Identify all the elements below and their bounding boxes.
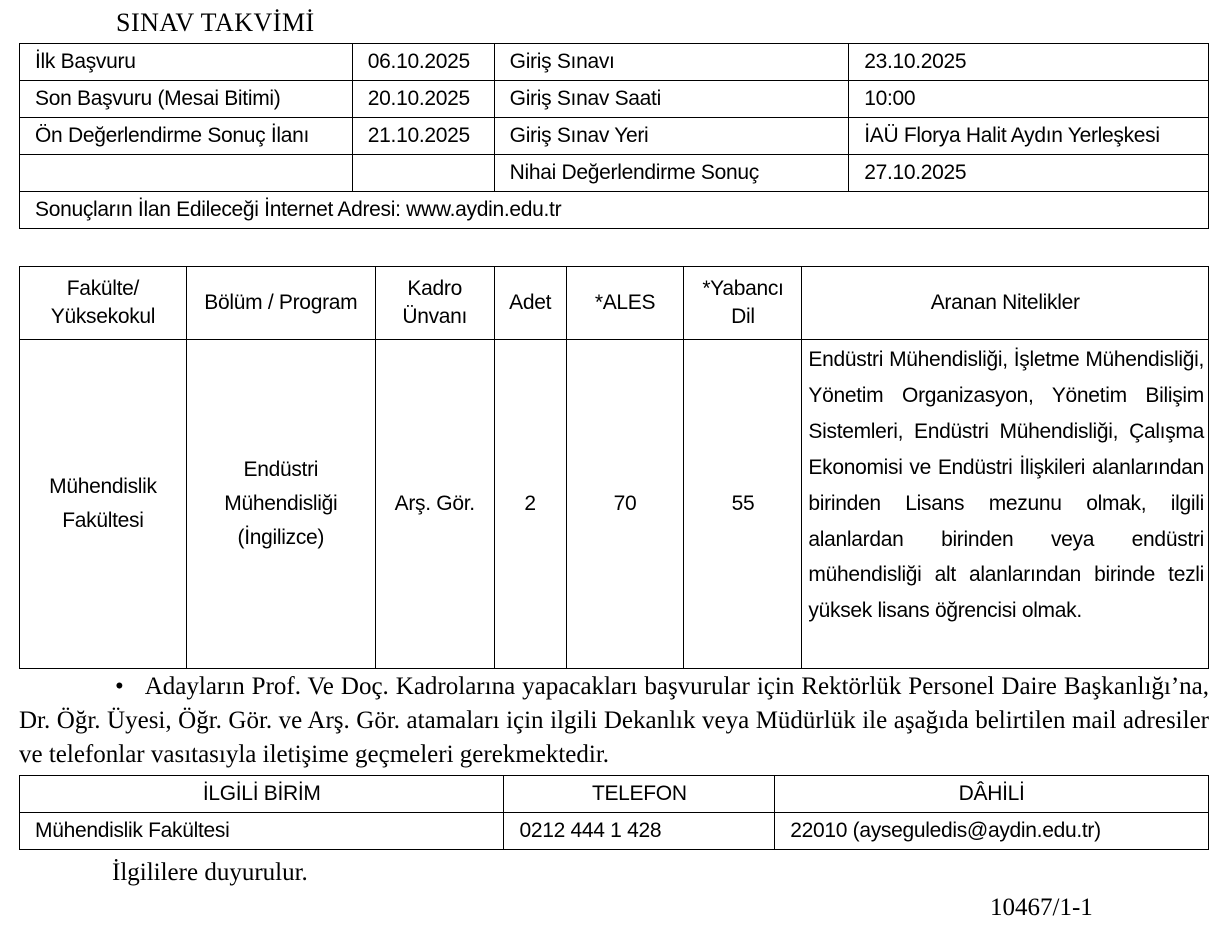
results-website-note: Sonuçların İlan Edileceği İnternet Adresi: www.aydin.edu.tr [20,192,1209,229]
table-row [20,340,1209,669]
table-row [20,118,1209,155]
schedule-date: 27.10.2025 [849,155,1209,192]
schedule-label: Giriş Sınav Saati [494,81,849,118]
language-cell: 55 [684,340,802,669]
schedule-date: 20.10.2025 [352,81,494,118]
program-cell [186,340,375,669]
unit-header: İLGİLİ BİRİM [20,776,504,813]
position-title-header-line: Ünvanı [402,305,468,328]
schedule-label: Son Başvuru (Mesai Bitimi) [20,81,353,118]
reference-number: 10467/1-1 [990,894,1093,921]
program-line: Mühendisliği [224,492,338,515]
schedule-empty-cell [352,155,494,192]
unit-cell: Mühendislik Fakültesi [20,813,504,850]
contacts-table [19,775,1209,850]
position-title-cell: Arş. Gör. [375,340,494,669]
requirements-text: Endüstri Mühendisliği, İşletme Mühendisliği, Yönetim Organizasyon, Yönetim Bilişim Sistemleri, Endüstri Mühendisliği, Çalışma Ekonomisi ve Endüstri İlişkileri alanlarından birinden Lisans mezunu olmak, ilgili alanlardan birinden veya endüstri mühendisliği alt alanlarından birinde tezli yüksek lisans öğrencisi olmak. [808,348,1204,623]
page-title: SINAV TAKVİMİ [116,8,315,37]
faculty-cell [20,340,187,669]
schedule-label: Giriş Sınav Yeri [494,118,849,155]
schedule-label: Ön Değerlendirme Sonuç İlanı [20,118,353,155]
schedule-label: İlk Başvuru [20,44,353,81]
schedule-label: Giriş Sınavı [494,44,849,81]
schedule-location: İAÜ Florya Halit Aydın Yerleşkesi [849,118,1209,155]
position-title-header-line: Kadro [407,277,462,300]
bullet: • [115,673,124,700]
schedule-empty-cell [20,155,353,192]
program-header: Bölüm / Program [186,267,375,340]
language-header-line: Dil [731,305,755,328]
table-row [20,81,1209,118]
schedule-date: 23.10.2025 [849,44,1209,81]
closing-note: İlgililere duyurulur. [112,859,308,886]
table-row [20,155,1209,192]
exam-schedule-table [19,43,1209,229]
language-header [684,267,802,340]
phone-cell: 0212 444 1 428 [504,813,775,850]
position-title-header [375,267,494,340]
count-cell: 2 [494,340,566,669]
faculty-line: Fakültesi [62,509,144,532]
requirements-cell [802,340,1209,669]
application-info-paragraph [19,670,1209,772]
ales-header: *ALES [566,267,684,340]
faculty-header-line: Yüksekokul [50,305,156,328]
faculty-header-line: Fakülte/ [66,277,140,300]
positions-table [19,266,1209,669]
phone-header: TELEFON [504,776,775,813]
table-row [20,813,1209,850]
paragraph-text: Adayların Prof. Ve Doç. Kadrolarına yapacakları başvurular için Rektörlük Personel Daire Başkanlığı’na, Dr. Öğr. Üyesi, Öğr. Gör. ve Arş. Gör. atamaları için ilgili Dekanlık veya Müdürlük ile aşağıda belirtilen mail adresiler ve telefonlar vasıtasıyla iletişime geçmeleri gerekmektedir. [19,673,1210,768]
extension-header: DÂHİLİ [775,776,1209,813]
schedule-time: 10:00 [849,81,1209,118]
extension-cell: 22010 (ayseguledis@aydin.edu.tr) [775,813,1209,850]
schedule-date: 06.10.2025 [352,44,494,81]
program-line: Endüstri [243,458,319,481]
table-header-row [20,776,1209,813]
table-row [20,44,1209,81]
faculty-line: Mühendislik [49,475,157,498]
table-header-row [20,267,1209,340]
requirements-header: Aranan Nitelikler [802,267,1209,340]
count-header: Adet [494,267,566,340]
language-header-line: *Yabancı [702,277,784,300]
schedule-date: 21.10.2025 [352,118,494,155]
table-row [20,192,1209,229]
faculty-header [20,267,187,340]
schedule-label: Nihai Değerlendirme Sonuç [494,155,849,192]
ales-cell: 70 [566,340,684,669]
program-line: (İngilizce) [237,526,325,549]
